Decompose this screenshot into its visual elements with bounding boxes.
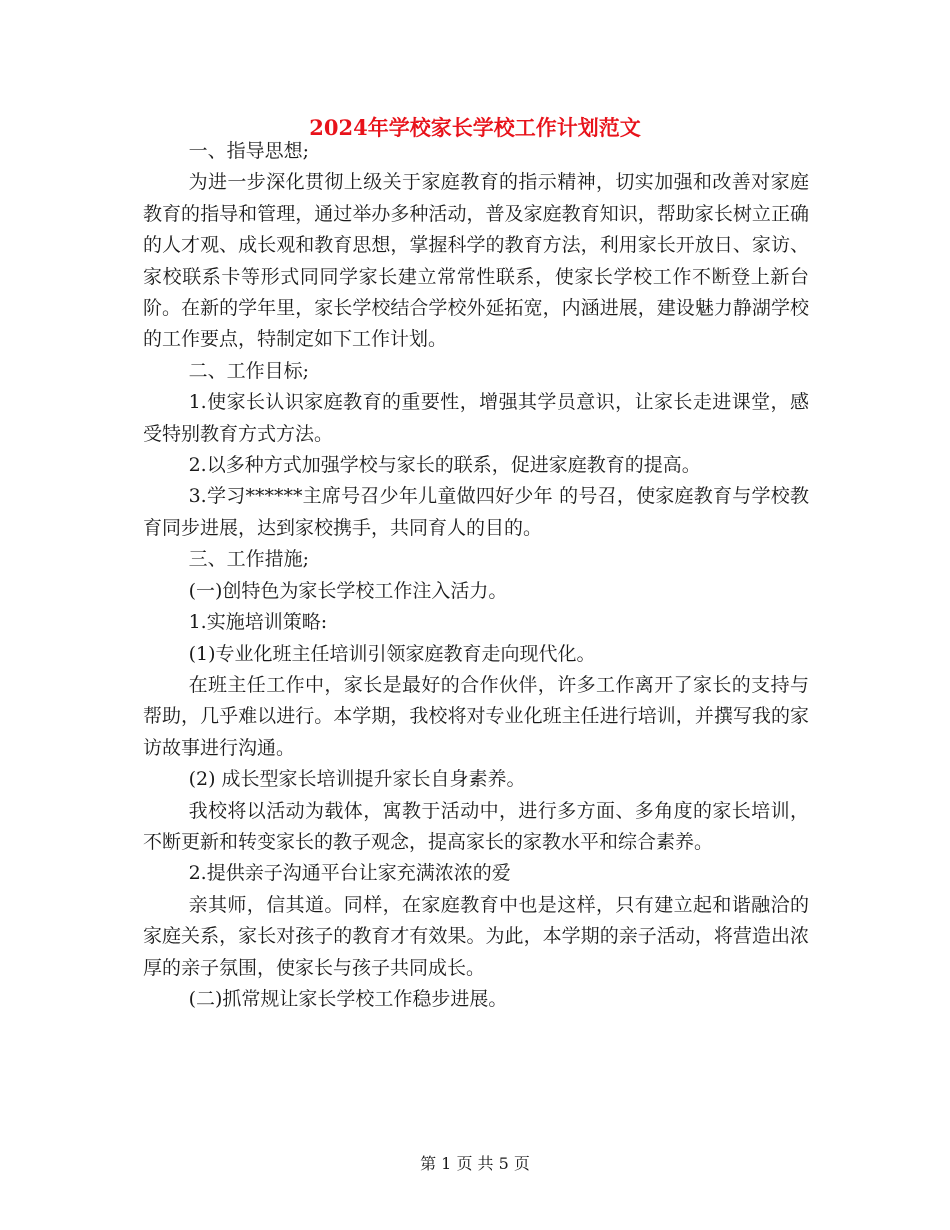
body-paragraph: 在班主任工作中，家长是最好的合作伙伴，许多工作离开了家长的支持与帮助，几乎难以进行。本学期，我校将对专业化班主任进行培训，并撰写我的家访故事进行沟通。 (143, 673, 809, 759)
subsection-heading-2: (二)抓常规让家长学校工作稳步进展。 (188, 987, 508, 1010)
page-footer: 第 1 页 共 5 页 (420, 1154, 530, 1173)
section-heading-guiding-ideology: 一、指导思想; (188, 140, 309, 162)
section-heading-work-measures: 三、工作措施; (188, 548, 309, 571)
body-paragraph: 亲其师，信其道。同样，在家庭教育中也是这样，只有建立起和谐融洽的家庭关系，家长对孩子的教育才有效果。为此，本学期的亲子活动，将营造出浓厚的亲子氛围，使家长与孩子共同成长。 (143, 893, 809, 979)
measure-subheading-2: (2) 成长型家长培训提升家长自身素养。 (188, 768, 526, 791)
goal-item-1: 1.使家长认识家庭教育的重要性，增强其学员意识，让家长走进课堂，感受特别教育方式方法。 (143, 391, 809, 445)
document-title: 2024年学校家长学校工作计划范文 (309, 115, 641, 140)
section-heading-work-goals: 二、工作目标; (188, 359, 309, 382)
measure-heading-2: 2.提供亲子沟通平台让家充满浓浓的爱 (188, 862, 511, 885)
measure-heading-1: 1.实施培训策略: (188, 611, 328, 634)
body-paragraph: 为进一步深化贯彻上级关于家庭教育的指示精神，切实加强和改善对家庭教育的指导和管理，通过举办多种活动，普及家庭教育知识，帮助家长树立正确的人才观、成长观和教育思想，掌握科学的教育方法，利用家长开放日、家访、家校联系卡等形式同同学家长建立常常性联系，使家长学校工作不断登上新台阶。在新的学年里，家长学校结合学校外延拓宽，内涵进展，建设魅力静湖学校的工作要点，特制定如下工作计划。 (143, 171, 809, 351)
subsection-heading-1: (一)创特色为家长学校工作注入活力。 (188, 579, 508, 602)
goal-item-2: 2.以多种方式加强学校与家长的联系，促进家庭教育的提高。 (188, 454, 701, 477)
document-body (143, 136, 809, 1015)
body-paragraph: 我校将以活动为载体，寓教于活动中，进行多方面、多角度的家长培训，不断更新和转变家长的教子观念，提高家长的家教水平和综合素养。 (143, 799, 809, 853)
goal-item-3: 3.学习******主席号召少年儿童做四好少年 的号召，使家庭教育与学校教育同步进展，达到家校携手，共同育人的目的。 (143, 485, 809, 539)
measure-subheading-1: (1)专业化班主任培训引领家庭教育走向现代化。 (188, 642, 596, 665)
